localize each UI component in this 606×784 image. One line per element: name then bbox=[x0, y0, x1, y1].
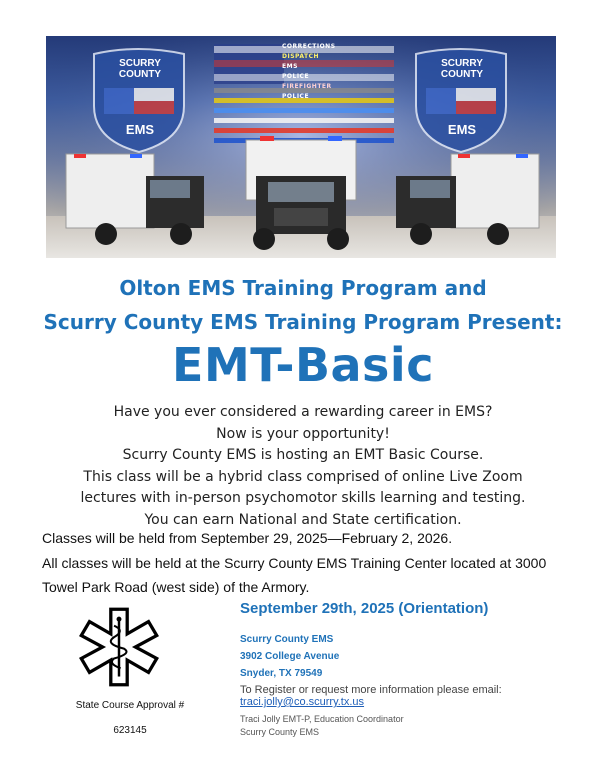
intro-line: lectures with in-person psychomotor skills learning and testing. bbox=[80, 490, 526, 506]
heading-line-2: Scurry County EMS Training Program Present: bbox=[43, 310, 563, 334]
class-line: All classes will be held at the Scurry County EMS Training Center located at 3000 bbox=[42, 554, 547, 571]
star-of-life-icon bbox=[78, 606, 160, 688]
orientation-date: September 29th, 2025 (Orientation) bbox=[240, 600, 489, 617]
address-line: 3902 College Avenue bbox=[240, 651, 340, 662]
register-text: To Register or request more information please email: bbox=[240, 684, 502, 696]
address-block bbox=[240, 631, 339, 682]
intro-line: Now is your opportunity! bbox=[216, 425, 390, 442]
stripe-labels bbox=[282, 42, 402, 102]
course-title: EMT-Basic bbox=[172, 338, 434, 392]
stripe-label: POLICE bbox=[282, 73, 310, 80]
stripe-label: CORRECTIONS bbox=[282, 43, 336, 50]
stripe-red bbox=[214, 128, 394, 133]
intro-text bbox=[0, 402, 606, 531]
coordinator-line: Scurry County EMS bbox=[240, 727, 320, 737]
stripe-label: FIREFIGHTER bbox=[282, 83, 332, 90]
coordinator-block bbox=[240, 713, 404, 739]
stripe-blue bbox=[214, 108, 394, 113]
intro-line: You can earn National and State certification. bbox=[144, 511, 462, 528]
stripe-label: EMS bbox=[282, 63, 298, 70]
intro-line: This class will be a hybrid class comprised of online Live Zoom bbox=[83, 468, 523, 485]
left-logo-text: SCURRY COUNTY bbox=[118, 58, 162, 80]
heading-line-1: Olton EMS Training Program and bbox=[119, 276, 487, 300]
stripe-white bbox=[214, 118, 394, 123]
banner-image bbox=[46, 36, 556, 258]
coordinator-line: Traci Jolly EMT-P, Education Coordinator bbox=[240, 714, 404, 724]
approval-number: 623145 bbox=[113, 725, 147, 736]
class-schedule bbox=[42, 526, 546, 600]
stripe-label: POLICE bbox=[282, 93, 310, 100]
intro-line: Scurry County EMS is hosting an EMT Basic Course. bbox=[122, 447, 484, 463]
stripe-label: DISPATCH bbox=[282, 53, 320, 60]
approval-label: State Course Approval # bbox=[75, 700, 185, 711]
right-logo-sub: EMS bbox=[447, 122, 477, 137]
class-line: Towel Park Road (west side) of the Armory. bbox=[42, 579, 310, 595]
address-line: Snyder, TX 79549 bbox=[240, 668, 323, 679]
address-line: Scurry County EMS bbox=[240, 634, 334, 645]
left-logo-sub: EMS bbox=[125, 122, 155, 137]
right-logo-text: SCURRY COUNTY bbox=[440, 58, 484, 80]
class-line: Classes will be held from September 29, 2025—February 2, 2026. bbox=[42, 530, 453, 546]
center-ambulance bbox=[246, 136, 356, 250]
intro-line: Have you ever considered a rewarding career in EMS? bbox=[113, 404, 493, 420]
register-email-link[interactable]: traci.jolly@co.scurry.tx.us bbox=[240, 696, 365, 708]
